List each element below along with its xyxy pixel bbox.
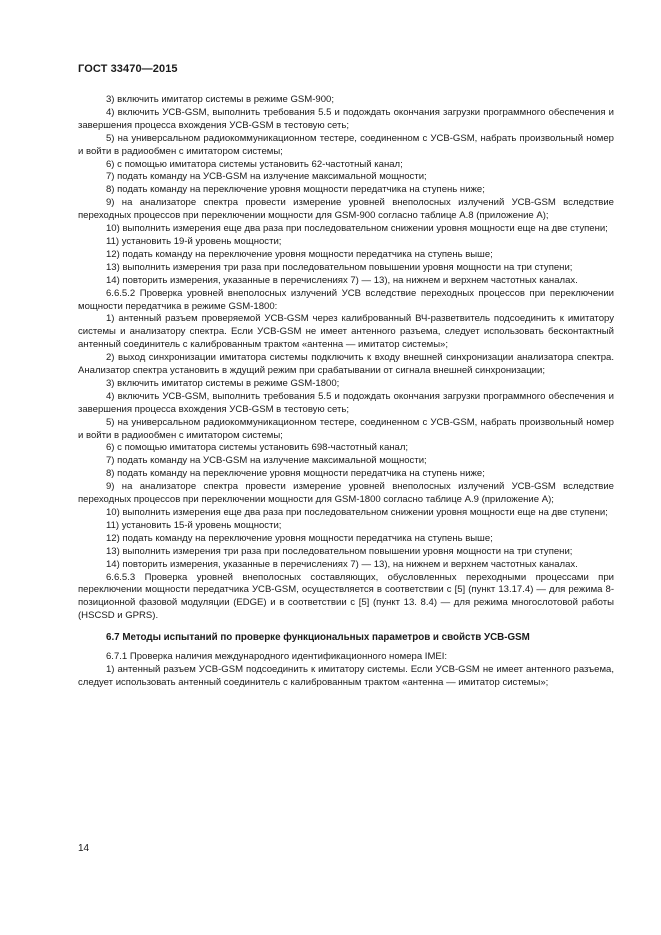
paragraph: 12) подать команду на переключение уровня мощности передатчика на ступень выше; bbox=[106, 532, 493, 544]
paragraph: 6.7.1 Проверка наличия международного идентификационного номера IMEI: bbox=[106, 651, 448, 663]
page-number: 14 bbox=[78, 843, 90, 854]
paragraph: 1) антенный разъем проверяемой УСВ-GSM через калиброванный ВЧ-разветвитель подсоединить к имитатору системы и анализатору спектра. Если УСВ-GSM не имеет антенного разъема, следует использовать бесконтактный антенный соединитель с калиброванным трактом «антенна — имитатор системы»; bbox=[78, 313, 614, 351]
paragraph: 1) антенный разъем УСВ-GSM подсоединить к имитатору системы. Если УСВ-GSM не имеет антенного разъема, следует использовать антенный соединитель с калиброванным трактом «антенна — имитатор системы»; bbox=[78, 663, 614, 688]
paragraph: 7) подать команду на УСВ-GSM на излучение максимальной мощности; bbox=[106, 171, 427, 183]
paragraph: 8) подать команду на переключение уровня мощности передатчика на ступень ниже; bbox=[106, 184, 485, 196]
paragraph: 6.6.5.3 Проверка уровней внеполосных составляющих, обусловленных переходными процессами при переключении мощности передатчика УСВ-GSM, осуществляется в соответствии с [5] (пункт 13.17.4) — для режима 8-позиционной фазовой модуляции (EDGE) и в соответствии с [5] (пункт 13. 8.4) — для режима многослотовой работы (HSCSD и GPRS). bbox=[78, 571, 614, 622]
paragraph: 14) повторить измерения, указанные в перечислениях 7) — 13), на нижнем и верхнем частотных каналах. bbox=[106, 558, 578, 570]
paragraph: 4) включить УСВ-GSM, выполнить требования 5.5 и подождать окончания загрузки программного обеспечения и завершения процесса вхождения УСВ-GSM в тестовую сеть; bbox=[78, 106, 614, 131]
paragraph: 10) выполнить измерения еще два раза при последовательном снижении уровня мощности еще на две ступени; bbox=[106, 223, 608, 235]
paragraph: 4) включить УСВ-GSM, выполнить требования 5.5 и подождать окончания загрузки программного обеспечения и завершения процесса вхождения УСВ-GSM в тестовую сеть; bbox=[78, 390, 614, 415]
paragraph: 6) с помощью имитатора системы установить 62-частотный канал; bbox=[106, 158, 403, 170]
paragraph: 5) на универсальном радиокоммуникационном тестере, соединенном с УСВ-GSM, набрать произвольный номер и войти в радиообмен с имитатором системы; bbox=[78, 416, 614, 441]
paragraph: 5) на универсальном радиокоммуникационном тестере, соединенном с УСВ-GSM, набрать произвольный номер и войти в радиообмен с имитатором системы; bbox=[78, 132, 614, 157]
paragraph: 11) установить 15-й уровень мощности; bbox=[106, 519, 282, 531]
paragraph: 2) выход синхронизации имитатора системы подключить к входу внешней синхронизации анализатора спектра. Анализатор спектра установить в ждущий режим при срабатывании от сигнала внешней синхронизации; bbox=[78, 352, 614, 377]
paragraph: 10) выполнить измерения еще два раза при последовательном снижении уровня мощности еще на две ступени; bbox=[106, 507, 608, 518]
paragraph: 3) включить имитатор системы в режиме GSM-1800; bbox=[106, 377, 340, 389]
paragraph-group-2 bbox=[78, 651, 614, 690]
paragraph: 14) повторить измерения, указанные в перечислениях 7) — 13), на нижнем и верхнем частотных каналах. bbox=[106, 274, 578, 286]
document-body bbox=[78, 94, 614, 690]
paragraph: 9) на анализаторе спектра провести измерение уровней внеполосных излучений УСВ-GSM вследствие переходных процессов при переключении мощности для GSM-1800 согласно таблице А.9 (приложение А); bbox=[78, 481, 614, 506]
paragraph: 9) на анализаторе спектра провести измерение уровней внеполосных излучений УСВ-GSM вследствие переходных процессов при переключении мощности для GSM-900 согласно таблице А.8 (приложение А); bbox=[78, 197, 614, 222]
paragraph: 8) подать команду на переключение уровня мощности передатчика на ступень ниже; bbox=[106, 468, 485, 480]
document-header: ГОСТ 33470—2015 bbox=[78, 63, 178, 75]
paragraph: 11) установить 19-й уровень мощности; bbox=[106, 235, 282, 247]
paragraph: 13) выполнить измерения три раза при последовательном повышении уровня мощности на три ступени; bbox=[106, 261, 573, 273]
paragraph: 13) выполнить измерения три раза при последовательном повышении уровня мощности на три ступени; bbox=[106, 545, 573, 557]
paragraph: 3) включить имитатор системы в режиме GSM-900; bbox=[106, 94, 334, 105]
paragraph: 7) подать команду на УСВ-GSM на излучение максимальной мощности; bbox=[106, 455, 427, 467]
paragraph: 6) с помощью имитатора системы установить 698-частотный канал; bbox=[106, 442, 409, 454]
paragraph: 12) подать команду на переключение уровня мощности передатчика на ступень выше; bbox=[106, 248, 493, 260]
paragraph-group-1 bbox=[78, 94, 614, 623]
paragraph: 6.6.5.2 Проверка уровней внеполосных излучений УСВ вследствие переходных процессов при переключении мощности передатчика в режиме GSM-1800: bbox=[78, 287, 614, 312]
section-heading: 6.7 Методы испытаний по проверке функциональных параметров и свойств УСВ-GSM bbox=[106, 632, 530, 644]
